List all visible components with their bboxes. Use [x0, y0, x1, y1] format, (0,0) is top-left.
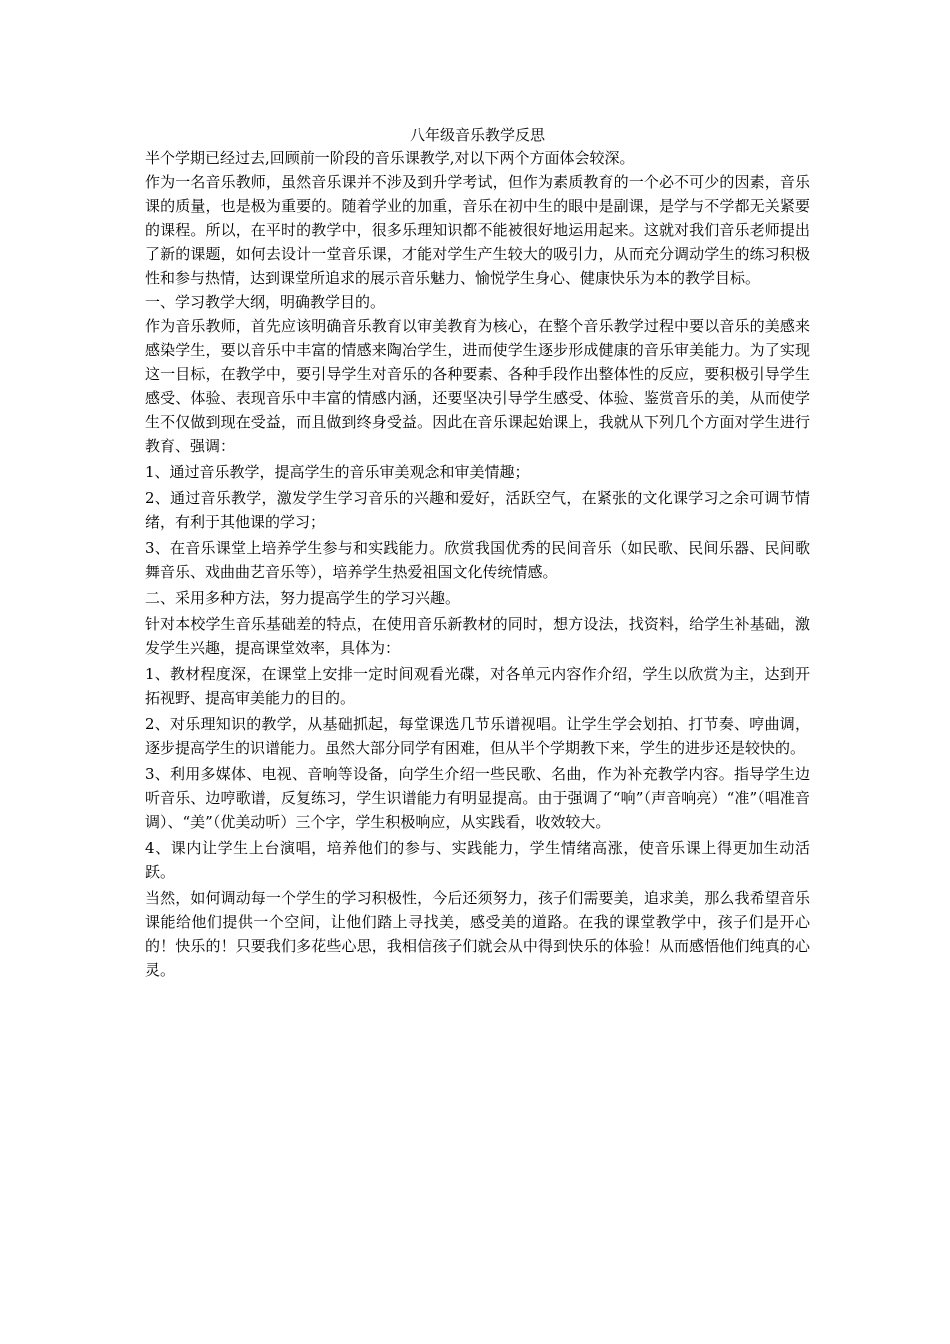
list-item-2-1: 1、教材程度深，在课堂上安排一定时间观看光碟，对各单元内容作介绍，学生以欣赏为主，达到开拓视野、提高审美能力的目的。 — [145, 665, 810, 707]
section-heading-1: 一、学习教学大纲，明确教学目的。 — [145, 293, 386, 311]
list-item-1-3: 3、在音乐课堂上培养学生参与和实践能力。欣赏我国优秀的民间音乐（如民歌、民间乐器、民间歌舞音乐、戏曲曲艺音乐等），培养学生热爱祖国文化传统情感。 — [145, 539, 810, 581]
document-title: 八年级音乐教学反思 — [409, 126, 545, 144]
list-item-1-2: 2、通过音乐教学，激发学生学习音乐的兴趣和爱好，活跃空气，在紧张的文化课学习之余可调节情绪，有利于其他课的学习； — [145, 489, 810, 531]
paragraph-section-1: 作为音乐教师，首先应该明确音乐教育以审美教育为核心，在整个音乐教学过程中要以音乐的美感来感染学生，要以音乐中丰富的情感来陶冶学生，进而使学生逐步形成健康的音乐审美能力。为了实现这一目标，在教学中，要引导学生对音乐的各种要素、各种手段作出整体性的反应，要积极引导学生感受、体验、表现音乐中丰富的情感内涵，还要坚决引导学生感受、体验、鉴赏音乐的美，从而使学生不仅做到现在受益，而且做到终身受益。因此在音乐课起始课上，我就从下列几个方面对学生进行教育、强调： — [145, 317, 810, 455]
paragraph-conclusion: 当然，如何调动每一个学生的学习积极性，今后还须努力，孩子们需要美，追求美，那么我希望音乐课能给他们提供一个空间，让他们踏上寻找美，感受美的道路。在我的课堂教学中，孩子们是开心的！快乐的！只要我们多花些心思，我相信孩子们就会从中得到快乐的体验！从而感悟他们纯真的心灵。 — [145, 889, 810, 979]
list-item-2-3: 3、利用多媒体、电视、音响等设备，向学生介绍一些民歌、名曲，作为补充教学内容。指导学生边听音乐、边哼歌谱，反复练习，学生识谱能力有明显提高。由于强调了“响”（声音响亮）“准”（唱准音调）、“美”（优美动听）三个字，学生积极响应，从实践看，收效较大。 — [145, 765, 810, 831]
list-item-2-4: 4、课内让学生上台演唱，培养他们的参与、实践能力，学生情绪高涨，使音乐课上得更加生动活跃。 — [145, 839, 810, 881]
section-heading-2: 二、采用多种方法，努力提高学生的学习兴趣。 — [145, 589, 461, 607]
document-page — [145, 124, 810, 982]
paragraph-intro: 半个学期已经过去,回顾前一阶段的音乐课教学,对以下两个方面体会较深。 — [145, 149, 635, 167]
list-item-1-1: 1、通过音乐教学，提高学生的音乐审美观念和审美情趣； — [145, 463, 530, 481]
paragraph-background: 作为一名音乐教师，虽然音乐课并不涉及到升学考试，但作为素质教育的一个必不可少的因素，音乐课的质量，也是极为重要的。随着学业的加重，音乐在初中生的眼中是副课，是学与不学都无关紧要的课程。所以，在平时的教学中，很多乐理知识都不能被很好地运用起来。这就对我们音乐老师提出了新的课题，如何去设计一堂音乐课，才能对学生产生较大的吸引力，从而充分调动学生的练习积极性和参与热情，达到课堂所追求的展示音乐魅力、愉悦学生身心、健康快乐为本的教学目标。 — [145, 173, 810, 287]
paragraph-section-2: 针对本校学生音乐基础差的特点，在使用音乐新教材的同时，想方设法，找资料，给学生补基础，激发学生兴趣，提高课堂效率，具体为： — [145, 615, 810, 657]
list-item-2-2: 2、对乐理知识的教学，从基础抓起，每堂课选几节乐谱视唱。让学生学会划拍、打节奏、哼曲调，逐步提高学生的识谱能力。虽然大部分同学有困难，但从半个学期教下来，学生的进步还是较快的。 — [145, 715, 810, 757]
